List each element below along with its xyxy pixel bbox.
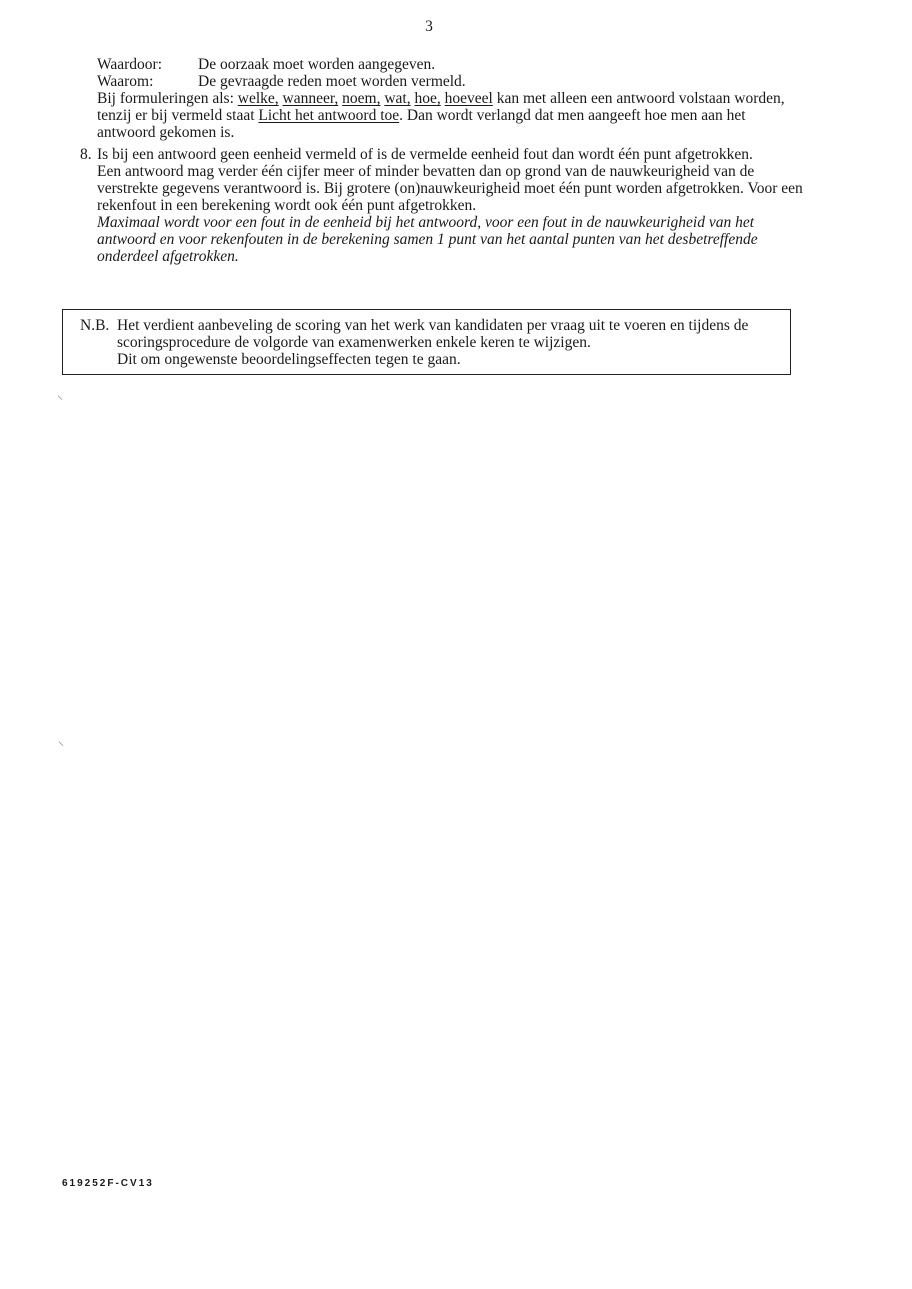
nb-label: N.B. <box>80 317 110 334</box>
nb-paragraph: Dit om ongewenste beoordelingseffecten tegen te gaan. <box>117 351 461 368</box>
scan-mark: ⸌ <box>57 393 64 407</box>
nb-box <box>62 309 791 375</box>
definition-row <box>97 73 797 90</box>
keyword: wanneer, <box>282 90 339 107</box>
page-number: 3 <box>425 18 433 35</box>
definition-text: De gevraagde reden moet worden vermeld. <box>198 73 466 90</box>
keyword: welke, <box>237 90 279 107</box>
item-number: 8. <box>80 146 92 163</box>
definition-term: Waardoor: <box>97 56 163 73</box>
scan-mark: ⸌ <box>58 739 65 753</box>
definitions-list <box>97 56 797 141</box>
item-body <box>97 146 810 265</box>
definition-term: Waarom: <box>97 73 154 90</box>
definition-text: De oorzaak moet worden aangegeven. <box>198 56 436 73</box>
item-paragraph: Een antwoord mag verder één cijfer meer of minder bevatten dan op grond van de nauwkeurigheid van de verstrekte gegevens verantwoord is. Bij grotere (on)nauwkeurigheid moet één punt worden afgetrokken. Voor een rekenfout in een berekening wordt ook één punt afgetrokken. <box>97 163 803 214</box>
document-code: 619252F-CV13 <box>62 1178 154 1189</box>
item-italic-paragraph: Maximaal wordt voor een fout in de eenheid bij het antwoord, voor een fout in de nauwkeurigheid van het antwoord en voor rekenfouten in de berekening samen 1 punt van het aantal punten van het desbetreffende onderdeel afgetrokken. <box>97 214 758 265</box>
keyword: hoe, <box>414 90 441 107</box>
keyword: hoeveel <box>444 90 493 107</box>
nb-body <box>117 317 780 368</box>
item-paragraph: Is bij een antwoord geen eenheid vermeld of is de vermelde eenheid fout dan wordt één punt afgetrokken. <box>97 146 753 163</box>
item-8 <box>80 146 810 265</box>
emphasis-phrase: Licht het antwoord toe <box>258 107 400 124</box>
keyword: noem, <box>342 90 381 107</box>
nb-paragraph: Het verdient aanbeveling de scoring van het werk van kandidaten per vraag uit te voeren en tijdens de scoringsprocedure de volgorde van examenwerken enkele keren te wijzigen. <box>117 317 749 351</box>
keyword: wat, <box>384 90 411 107</box>
definition-row <box>97 56 797 73</box>
nb-content <box>80 317 780 368</box>
formulation-paragraph: Bij formuleringen als: welke, wanneer, noem, wat, hoe, hoeveel kan met alleen een antwoord volstaan worden, tenzij er bij vermeld staat Licht het antwoord toe. Dan wordt verlangd dat men aangeeft hoe men aan het antwoord gekomen is. <box>97 90 785 141</box>
